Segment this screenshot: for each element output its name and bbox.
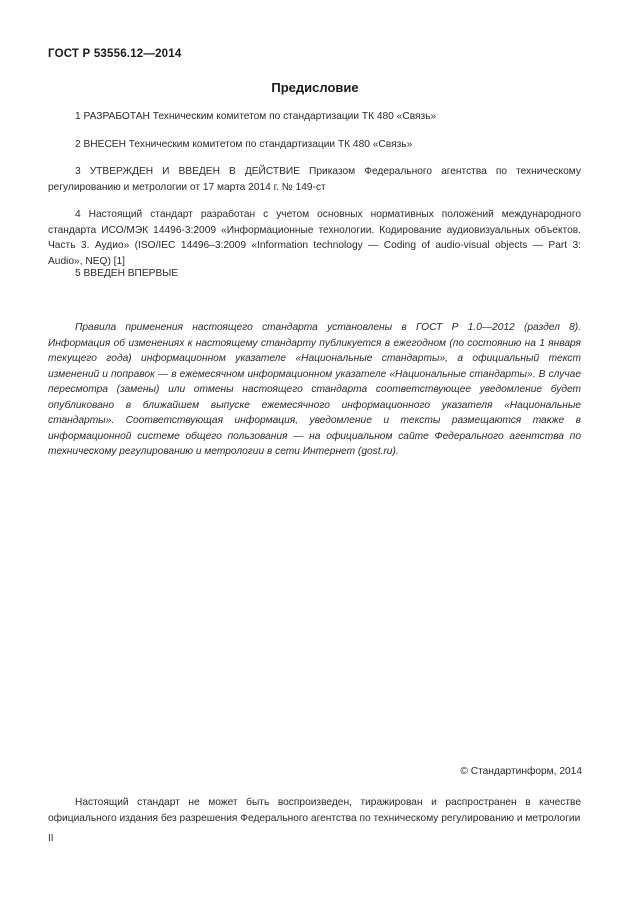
foreword-item-3: 3 УТВЕРЖДЕН И ВВЕДЕН В ДЕЙСТВИЕ Приказом Федерального агентства по техническому регулированию и метрологии от 17 марта 2014 г. № 149-ст: [48, 166, 581, 193]
foreword-item-2: 2 ВНЕСЕН Техническим комитетом по стандартизации ТК 480 «Связь»: [75, 139, 413, 150]
page-title: Предисловие: [271, 80, 359, 95]
foreword-item-5: 5 ВВЕДЕН ВПЕРВЫЕ: [75, 268, 179, 279]
foreword-item-1: 1 РАЗРАБОТАН Техническим комитетом по стандартизации ТК 480 «Связь»: [75, 111, 437, 122]
document-id-header: ГОСТ Р 53556.12—2014: [48, 48, 182, 60]
page-number: II: [48, 833, 54, 844]
copyright: © Стандартинформ, 2014: [460, 766, 582, 777]
rules-note: Правила применения настоящего стандарта установлены в ГОСТ Р 1.0—2012 (раздел 8). Информация об изменениях к настоящему стандарту публикуется в ежегодном (по состоянию на 1 января текущего года) информационном указателе «Национальные стандарты», а официальный текст изменений и поправок — в ежемесячном информационном указателе «Национальные стандарты». В случае пересмотра (замены) или отмены настоящего стандарта соответствующее уведомление будет опубликовано в ближайшем выпуске ежемесячного информационного указателя «Национальные стандарты». Соответствующая информация, уведомление и тексты размещаются также в информационной системе общего пользования — на официальном сайте Федерального агентства по техническому регулированию и метрологии в сети Интернет (gost.ru).: [48, 322, 581, 457]
foreword-item-4: 4 Настоящий стандарт разработан с учетом основных нормативных положений международного стандарта ИСО/МЭК 14496-3:2009 «Информационные технологии. Кодирование аудиовизуальных объектов. Часть 3. Аудио» (ISO/IEC 14496–3:2009 «Information technology — Coding of audio-visual objects — Part 3: Audio», NEQ) [1]: [48, 209, 581, 267]
reproduction-note: Настоящий стандарт не может быть воспроизведен, тиражирован и распространен в качестве официального издания без разрешения Федерального агентства по техническому регулированию и метрологии: [48, 797, 581, 824]
